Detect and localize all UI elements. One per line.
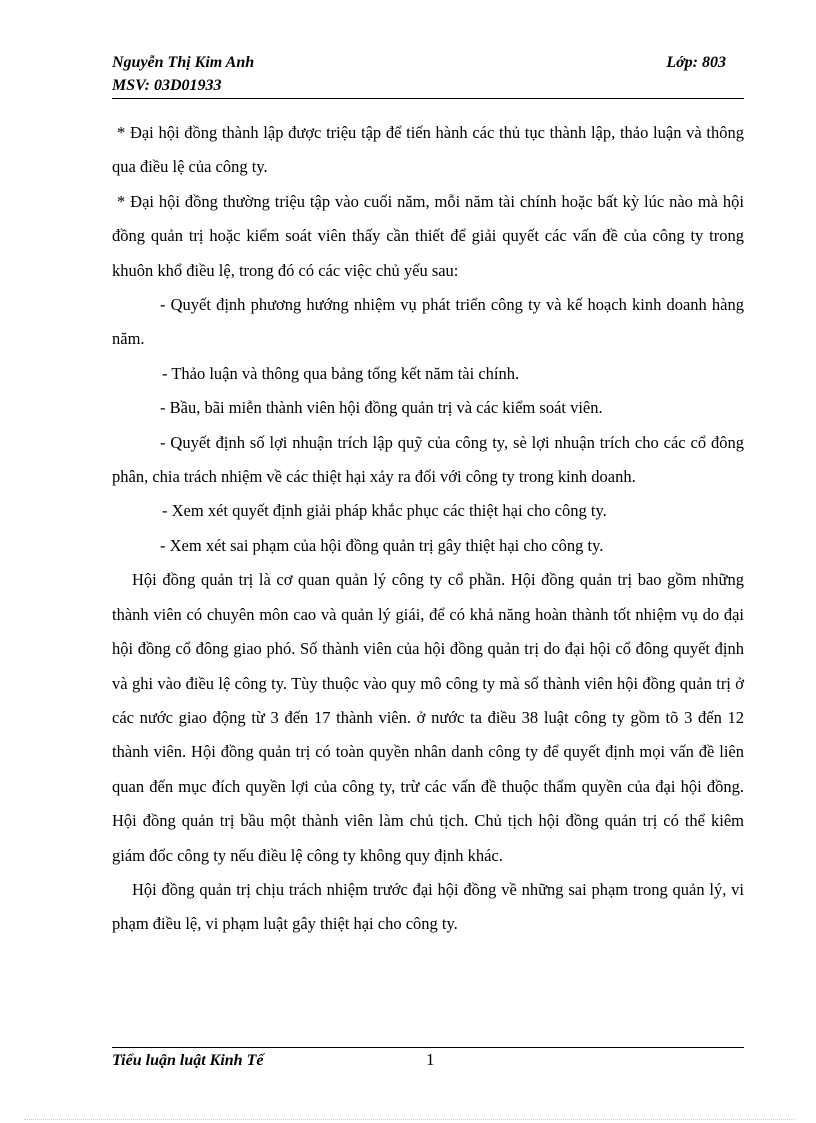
paragraph: - Bầu, bãi miễn thành viên hội đồng quản trị và các kiểm soát viên. [160,398,603,418]
page-number: 1 [426,1050,435,1069]
page-bottom-divider [24,1119,794,1120]
paragraph: - Quyết định số lợi nhuận trích lập quỹ của công ty, sè lợi nhuận trích cho các cổ đông phân, chia trách nhiệm về các thiệt hại xảy ra đối với công ty trong kinh doanh. [112,432,744,487]
body-text [112,116,744,942]
paragraph: * Đại hội đồng thành lập được triệu tập để tiến hành các thủ tục thành lập, thảo luận và thông qua điều lệ của công ty. [112,123,744,177]
class-label: Lớp: 803 [666,54,726,71]
page-header [112,52,744,99]
student-id: MSV: 03D01933 [112,77,222,94]
paragraph: Hội đồng quản trị chịu trách nhiệm trước đại hội đồng về những sai phạm trong quản lý, vi phạm điều lệ, vi phạm luật gây thiệt hại cho công ty. [112,879,744,934]
paragraph: - Quyết định phương hướng nhiệm vụ phát triển công ty và kế hoạch kinh doanh hàng năm. [112,295,744,349]
paragraph: * Đại hội đồng thường triệu tập vào cuối năm, mỗi năm tài chính hoặc bất kỳ lúc nào mà hội đồng quản trị hoặc kiểm soát viên thấy cần thiết để giải quyết các vấn đề của công ty trong khuôn khổ điều lệ, trong đó có các việc chủ yếu sau: [112,191,744,280]
author-name: Nguyễn Thị Kim Anh [112,54,255,71]
document-title: Tiểu luận luật Kinh Tế [112,1052,264,1069]
page-footer [112,1047,744,1076]
paragraph: - Xem xét sai phạm của hội đồng quản trị gây thiệt hại cho công ty. [160,535,604,555]
paragraph: Hội đồng quản trị là cơ quan quản lý công ty cổ phần. Hội đồng quản trị bao gồm những thành viên có chuyên môn cao và quản lý giái, để có khả năng hoàn thành tốt nhiệm vụ do đại hội đồng cổ đông giao phó. Số thành viên của hội đồng quản trị do đại hội cổ đông quyết định và ghi vào điều lệ công ty. Tùy thuộc vào quy mô công ty mà số thành viên hội đồng quản trị ở các nước giao động từ 3 đến 17 thành viên. ở nước ta điều 38 luật công ty gồm tõ 3 đến 12 thành viên. Hội đồng quản trị có toàn quyền nhân danh công ty để quyết định mọi vấn đề liên quan đến mục đích quyền lợi của công ty, trừ các vấn đề thuộc thẩm quyền của đại hội đồng. Hội đồng quản trị bầu một thành viên làm chủ tịch. Chủ tịch hội đồng quản trị có thể kiêm giám đốc công ty nếu điều lệ công ty không quy định khác. [112,570,744,865]
paragraph: - Thảo luận và thông qua bảng tổng kết năm tài chính. [162,363,520,383]
paragraph: - Xem xét quyết định giải pháp khắc phục các thiệt hại cho công ty. [162,501,607,521]
